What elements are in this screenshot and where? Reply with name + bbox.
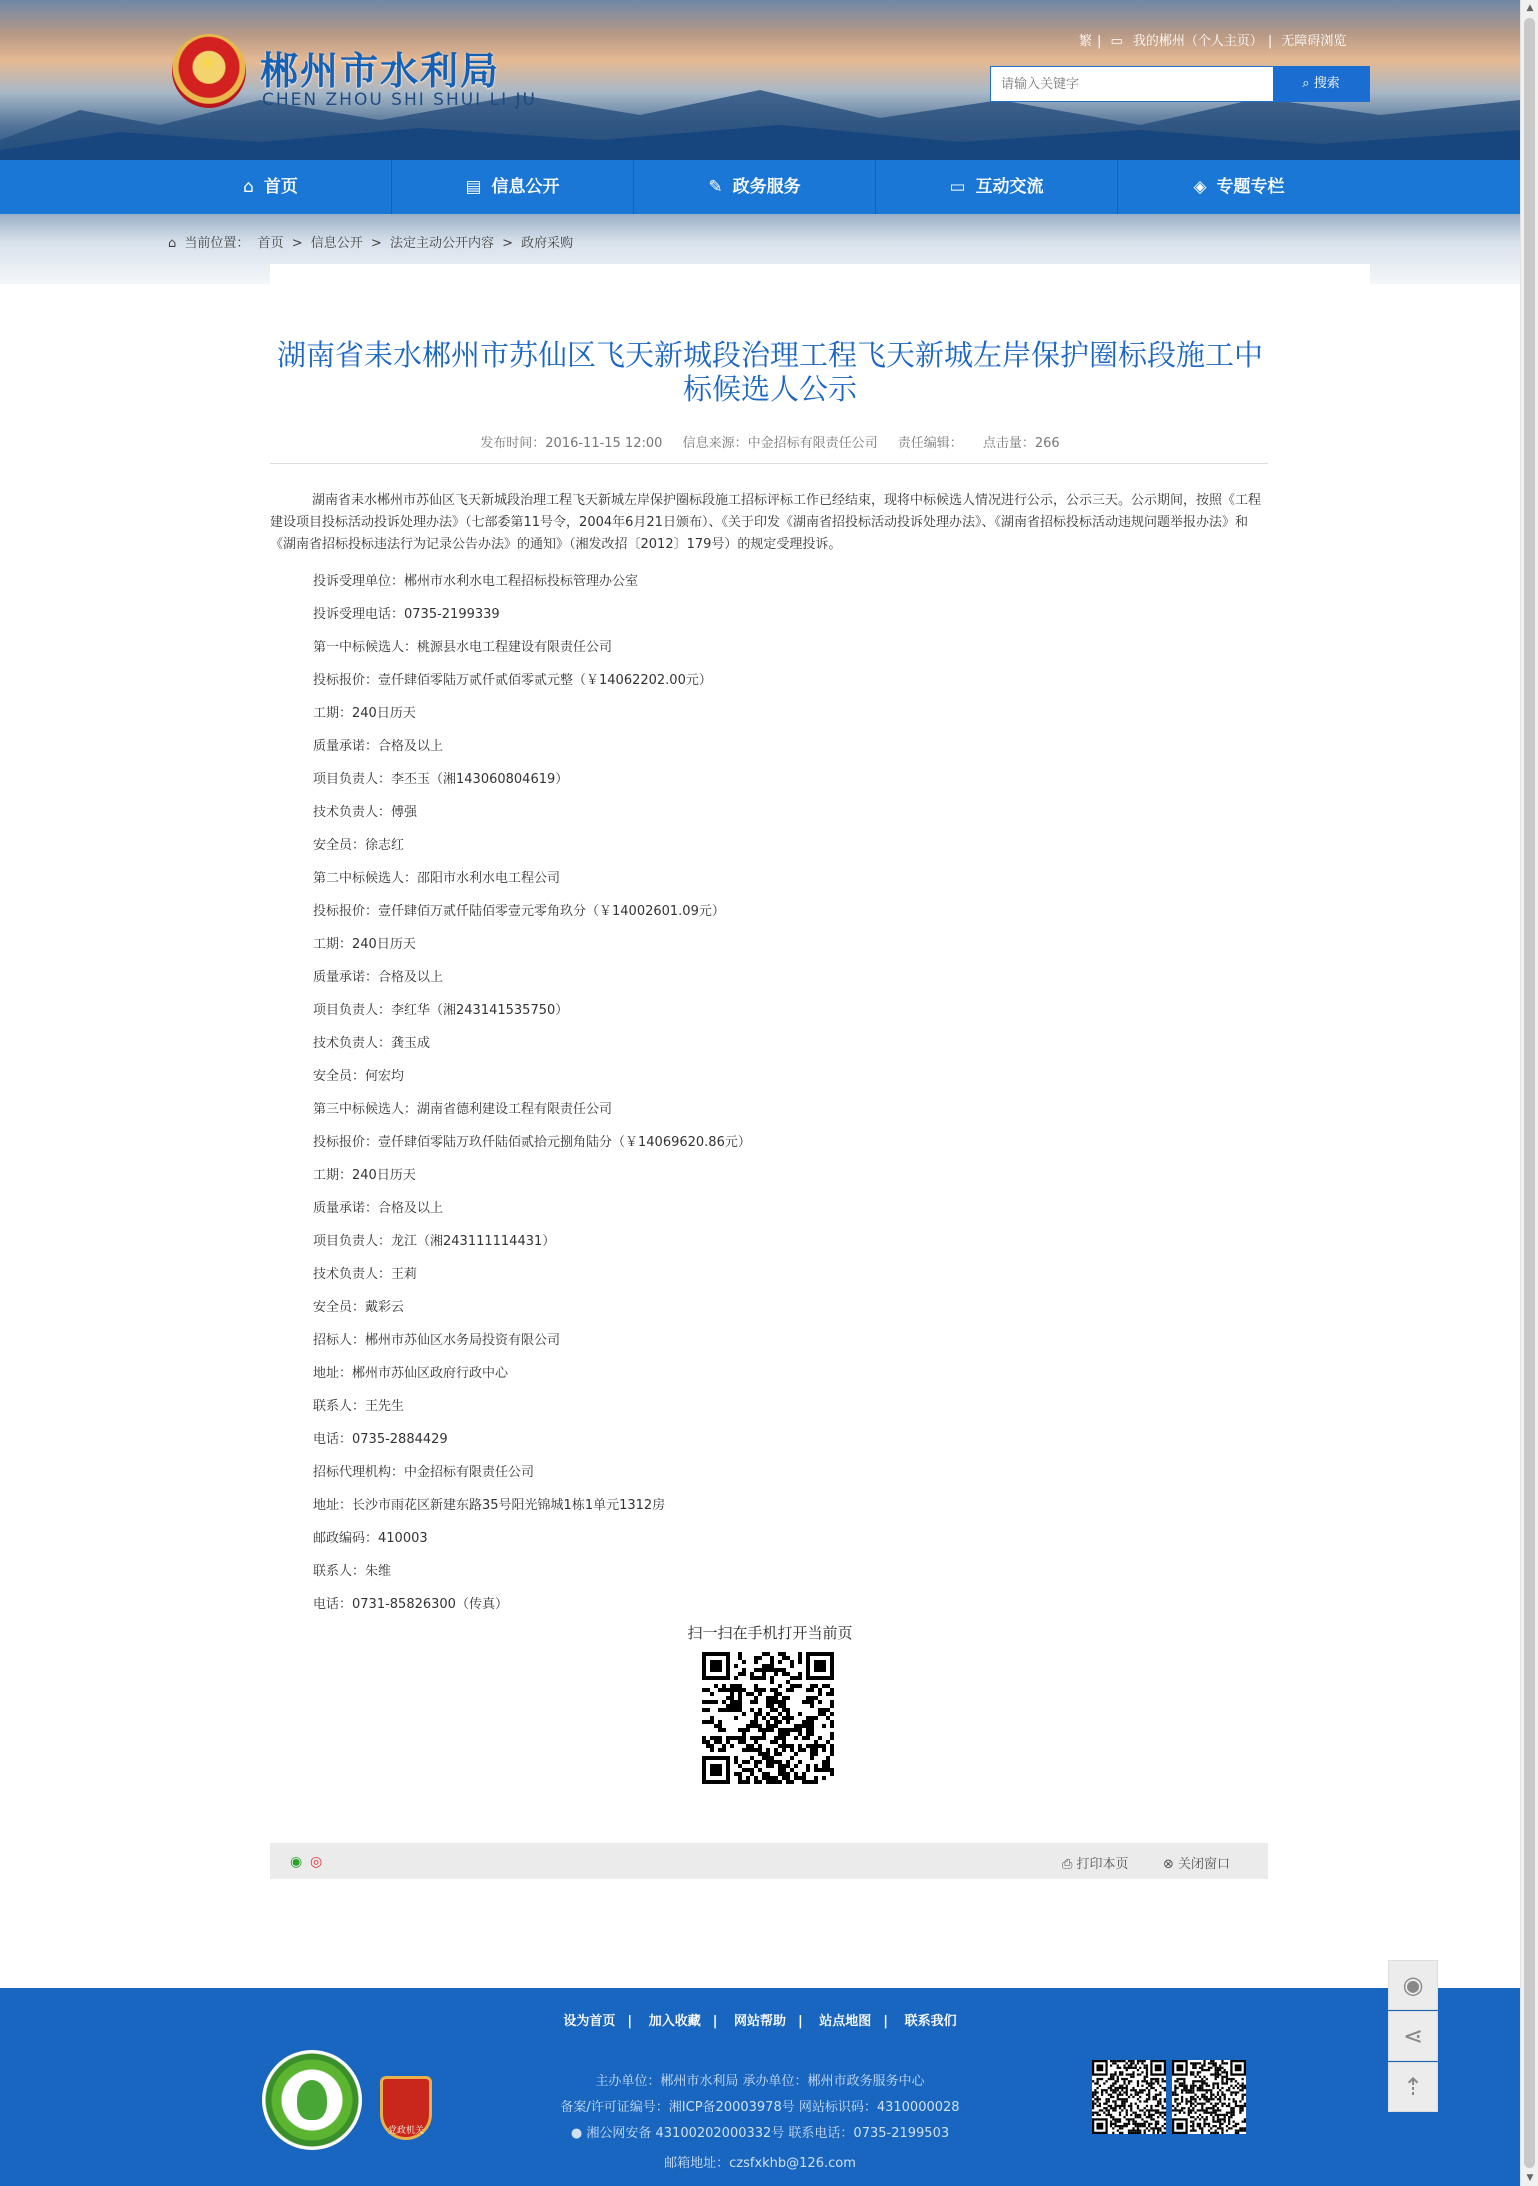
- view-count: 点击量：266: [982, 436, 1060, 451]
- article-line: 投标报价：壹仟肆佰万贰仟陆佰零壹元零角玖分（￥14002601.09元）: [313, 904, 725, 919]
- article-line: 第二中标候选人：邵阳市水利水电工程公司: [313, 871, 561, 886]
- site-subtitle: CHEN ZHOU SHI SHUI LI JU: [262, 90, 537, 110]
- search-box: [990, 66, 1370, 102]
- article-line: 项目负责人：李丕玉（湘143060804619）: [313, 772, 569, 787]
- article-line: 技术负责人：傅强: [313, 805, 418, 820]
- set-homepage-link[interactable]: 设为首页: [563, 2014, 616, 2029]
- breadcrumb-procurement[interactable]: 政府采购: [521, 236, 574, 251]
- article-line: 项目负责人：李红华（湘243141535750）: [313, 1003, 569, 1018]
- main-nav: [0, 160, 1520, 214]
- article-line: 技术负责人：王莉: [313, 1267, 418, 1282]
- scrollbar[interactable]: [1520, 0, 1538, 2186]
- nav-gov-service[interactable]: ✎ 政务服务: [634, 160, 876, 214]
- home-icon: ⌂: [243, 177, 254, 197]
- article-line: 电话：0735-2884429: [313, 1432, 448, 1447]
- article-line: 质量承诺：合格及以上: [313, 970, 444, 985]
- article-line: 投诉受理单位：郴州市水利水电工程招标投标管理办公室: [313, 574, 639, 589]
- police-badge-icon: ●: [570, 2126, 587, 2141]
- wechat-float-icon[interactable]: ◉: [1388, 1960, 1438, 2010]
- article-line: 招标人：郴州市苏仙区水务局投资有限公司: [313, 1333, 561, 1348]
- article-intro: 湖南省耒水郴州市苏仙区飞天新城段治理工程飞天新城左岸保护圈标段施工招标评标工作已经结束，现将中标候选人情况进行公示，公示三天。公示期间，按照《工程建设项目投标活动投诉处理办法》（七部委第11号令，2004年6月21日颁布）、《关于印发《湖南省招投标活动投诉处理办法》、《湖南省招标投标活动违规问题举报办法》和《湖南省招标投标违法行为记录公告办法》的通知》（湘发改招〔2012〕179号）的规定受理投诉。: [270, 493, 1262, 552]
- print-button[interactable]: ⎙ 打印本页: [1062, 1857, 1129, 1872]
- share-bar: [270, 1843, 1268, 1879]
- nav-special-topics[interactable]: ◈ 专题专栏: [1118, 160, 1360, 214]
- article-title: 湖南省耒水郴州市苏仙区飞天新城段治理工程飞天新城左岸保护圈标段施工中标候选人公示: [276, 338, 1263, 406]
- breadcrumb-home[interactable]: 首页: [257, 236, 284, 251]
- gov-agency-badge-icon[interactable]: 党政机关: [380, 2076, 432, 2140]
- close-icon: ⊗: [1163, 1857, 1179, 1872]
- footer-qr-code-1: [1092, 2060, 1166, 2134]
- article-line: 地址：郴州市苏仙区政府行政中心: [313, 1366, 509, 1381]
- breadcrumb-info-public[interactable]: 信息公开: [310, 236, 363, 251]
- breadcrumb: ⌂ 当前位置： 首页 > 信息公开 > 法定主动公开内容 > 政府采购: [168, 236, 574, 251]
- article-line: 投标报价：壹仟肆佰零陆万贰仟贰佰零贰元整（￥14062202.00元）: [313, 673, 712, 688]
- monitor-icon: ▭: [1110, 34, 1123, 49]
- wechat-share-icon[interactable]: ◉: [290, 1854, 303, 1870]
- my-chenzhou-link[interactable]: 我的郴州（个人主页）: [1132, 34, 1263, 49]
- nav-info-public[interactable]: ▤ 信息公开: [392, 160, 634, 214]
- article-line: 投标报价：壹仟肆佰零陆万玖仟陆佰贰拾元捌角陆分（￥14069620.86元）: [313, 1135, 751, 1150]
- share-float-icon[interactable]: ⋖: [1388, 2011, 1438, 2061]
- scrollbar-thumb[interactable]: [1524, 18, 1535, 2168]
- article-line: 工期：240日历天: [313, 706, 416, 721]
- national-emblem-logo: ★: [172, 34, 246, 108]
- editor: 责任编辑：: [897, 436, 963, 451]
- weibo-share-icon[interactable]: ◎: [310, 1854, 323, 1870]
- top-links: 繁 | ▭ 我的郴州（个人主页） | 无障碍浏览: [1079, 34, 1347, 49]
- sitemap-link[interactable]: 站点地图: [819, 2014, 872, 2029]
- article-line: 质量承诺：合格及以上: [313, 739, 444, 754]
- article-line: 邮政编码：410003: [313, 1531, 428, 1546]
- article-line: 第一中标候选人：桃源县水电工程建设有限责任公司: [313, 640, 613, 655]
- article-line: 技术负责人：龚玉成: [313, 1036, 431, 1051]
- footer-qr-code-2: [1172, 2060, 1246, 2134]
- qr-caption: 扫一扫在手机打开当前页: [687, 1624, 853, 1642]
- footer-sponsor: 主办单位：郴州市水利局 承办单位：郴州市政务服务中心: [595, 2074, 925, 2089]
- article-line: 安全员：何宏均: [313, 1069, 405, 1084]
- article-line: 项目负责人：龙江（湘243111114431）: [313, 1234, 556, 1249]
- home-icon: ⌂: [168, 236, 177, 251]
- article-line: 招标代理机构：中金招标有限责任公司: [313, 1465, 535, 1480]
- footer-links: 设为首页 | 加入收藏 | 网站帮助 | 站点地图 | 联系我们: [563, 2014, 957, 2029]
- article-line: 联系人：朱维: [313, 1564, 392, 1579]
- close-window-button[interactable]: ⊗ 关闭窗口: [1163, 1857, 1231, 1872]
- article-line: 地址：长沙市雨花区新建东路35号阳光锦城1栋1单元1312房: [313, 1498, 666, 1513]
- search-button[interactable]: ⌕ 搜索: [1273, 67, 1369, 101]
- document-icon: ▤: [465, 177, 482, 197]
- article-line: 投诉受理电话：0735-2199339: [313, 607, 500, 622]
- article-line: 安全员：戴彩云: [313, 1300, 405, 1315]
- search-input[interactable]: [991, 67, 1274, 101]
- article-line: 安全员：徐志红: [313, 838, 405, 853]
- site-title[interactable]: 郴州市水利局: [260, 49, 501, 93]
- back-to-top-icon[interactable]: ⇡: [1388, 2062, 1438, 2112]
- nav-interaction[interactable]: ▭ 互动交流: [876, 160, 1118, 214]
- printer-icon: ⎙: [1062, 1857, 1077, 1872]
- footer-email: 邮箱地址：czsfxkhb@126.com: [664, 2156, 856, 2171]
- article-line: 工期：240日历天: [313, 1168, 416, 1183]
- accessibility-link[interactable]: 无障碍浏览: [1281, 34, 1347, 49]
- footer-police-record: ● 湘公网安备 43100202000332号 联系电话：0735-2199503: [570, 2126, 950, 2141]
- info-source: 信息来源：中金招标有限责任公司: [682, 436, 878, 451]
- article-line: 质量承诺：合格及以上: [313, 1201, 444, 1216]
- divider: [270, 463, 1268, 464]
- article-line: 工期：240日历天: [313, 937, 416, 952]
- footer: [0, 1988, 1520, 2186]
- search-icon: ⌕: [1302, 76, 1314, 91]
- contact-link[interactable]: 联系我们: [904, 2014, 957, 2029]
- breadcrumb-statutory[interactable]: 法定主动公开内容: [389, 236, 494, 251]
- article-line: 联系人：王先生: [313, 1399, 405, 1414]
- layers-icon: ◈: [1193, 177, 1207, 197]
- article-meta: [270, 432, 1270, 451]
- traditional-chinese-link[interactable]: 繁: [1079, 34, 1093, 49]
- footer-icp: 备案/许可证编号：湘ICP备20003978号 网站标识码：4310000028: [560, 2100, 960, 2115]
- article-line: 第三中标候选人：湖南省德利建设工程有限责任公司: [313, 1102, 613, 1117]
- scroll-down-arrow[interactable]: ▼: [1526, 2173, 1534, 2183]
- page-qr-code: [702, 1652, 834, 1784]
- nav-home[interactable]: ⌂ 首页: [150, 160, 392, 214]
- edit-icon: ✎: [708, 177, 723, 197]
- add-favorite-link[interactable]: 加入收藏: [648, 2014, 701, 2029]
- publish-time: 发布时间：2016-11-15 12:00: [480, 436, 663, 451]
- chat-icon: ▭: [949, 177, 966, 197]
- scroll-up-arrow[interactable]: ▲: [1526, 3, 1534, 13]
- article-line: 电话：0731-85826300（传真）: [313, 1597, 508, 1612]
- site-help-link[interactable]: 网站帮助: [733, 2014, 786, 2029]
